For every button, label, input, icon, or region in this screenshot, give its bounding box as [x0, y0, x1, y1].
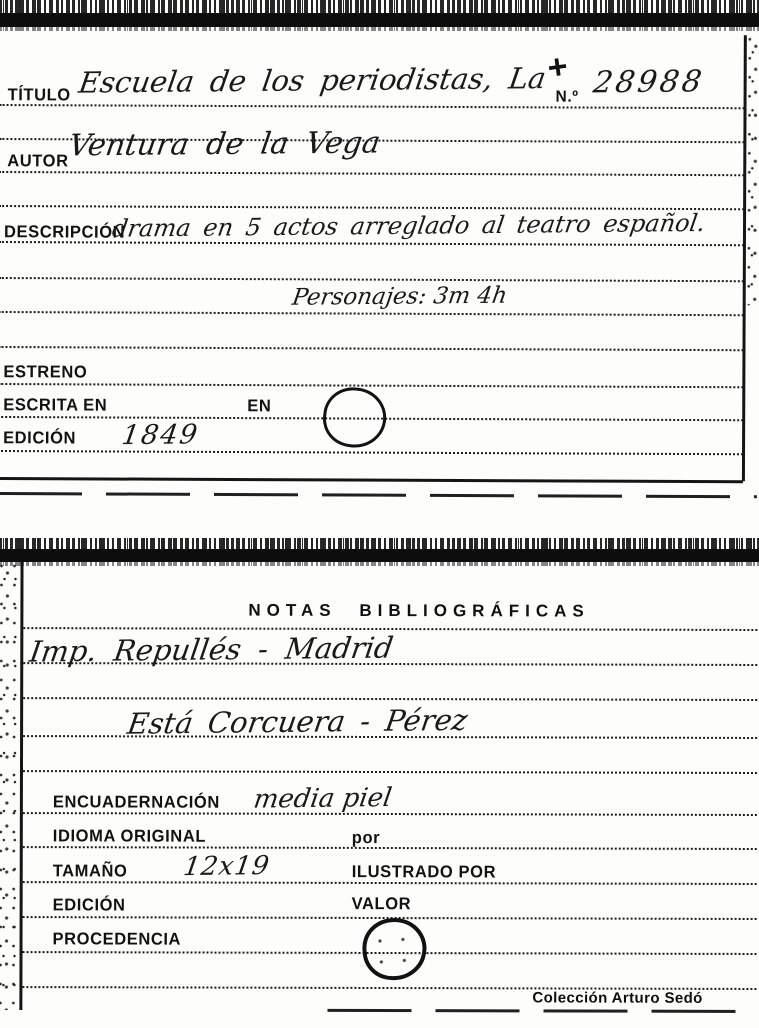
- ruled-line: [23, 697, 757, 701]
- descripcion-handwritten-value: drama en 5 actos arreglado al teatro español.: [110, 208, 708, 243]
- card2-left-noise: [0, 562, 19, 1010]
- collection-credit: Colección Arturo Sedó: [532, 989, 703, 1007]
- notas-bibliograficas-title: NOTAS BIBLIOGRÁFICAS: [248, 600, 590, 621]
- edicion-label: EDICIÓN: [3, 428, 77, 448]
- plus-mark: +: [545, 47, 571, 88]
- encuadernacion-label: ENCUADERNACIÓN: [52, 792, 220, 812]
- card2-left-edge: [19, 562, 23, 1010]
- card2-bottom-line: [327, 1009, 756, 1013]
- encuadernacion-handwritten-value: media piel: [251, 783, 394, 815]
- titulo-label: TÍTULO: [7, 85, 71, 105]
- titulo-handwritten-value: Escuela de los periodistas, La: [76, 61, 549, 100]
- tamano-label: TAMAÑO: [52, 861, 128, 881]
- ilustrado-por-label: ILUSTRADO POR: [351, 862, 497, 882]
- autor-handwritten-value: Ventura de la Vega: [66, 125, 383, 164]
- edicion-handwritten-value: 1849: [119, 419, 202, 452]
- nota-handwritten-2: Está Corcuera - Pérez: [125, 702, 470, 741]
- round-stamp-mark-2: [361, 916, 429, 982]
- personajes-handwritten-value: Personajes: 3m 4h: [290, 282, 509, 311]
- ruled-line: [23, 770, 757, 774]
- nota-handwritten-1: Imp. Repullés - Madrid: [27, 630, 396, 669]
- en-label: EN: [247, 396, 272, 416]
- idioma-original-label: IDIOMA ORIGINAL: [52, 826, 207, 846]
- tamano-handwritten-value: 12x19: [181, 851, 272, 883]
- por-label: por: [351, 828, 381, 848]
- escrita-en-label: ESCRITA EN: [3, 395, 108, 415]
- numero-label: N.º: [555, 88, 579, 106]
- valor-label: VALOR: [351, 894, 412, 914]
- numero-handwritten-value: 28988: [590, 64, 707, 101]
- procedencia-label: PROCEDENCIA: [52, 929, 182, 949]
- estreno-label: ESTRENO: [3, 362, 88, 382]
- autor-label: AUTOR: [7, 151, 69, 171]
- edicion2-label: EDICIÓN: [52, 895, 126, 915]
- descripcion-label: DESCRIPCIÓN: [3, 222, 126, 242]
